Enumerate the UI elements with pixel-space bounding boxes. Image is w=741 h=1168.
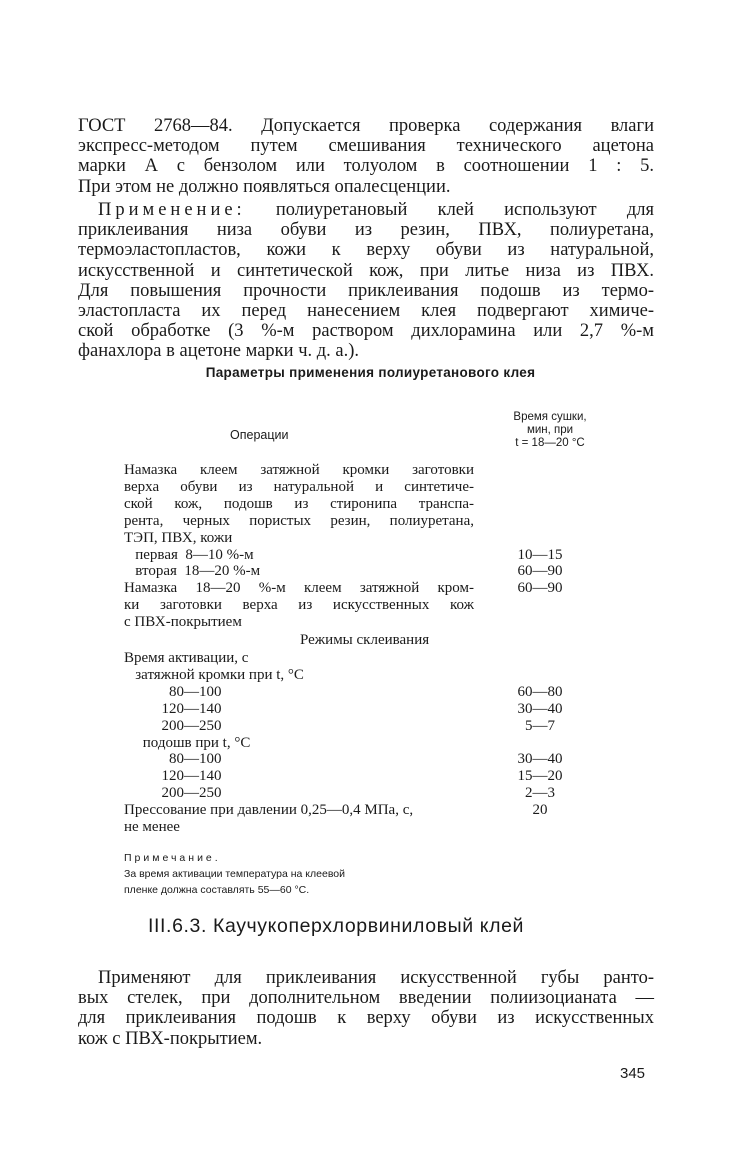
table-row-value: 2—3 [525, 785, 555, 802]
text-line [78, 200, 654, 220]
section-title: III.6.3. Каучукоперхлорвиниловый клей [148, 915, 525, 937]
text-line: кож с ПВХ-покрытием. [78, 1028, 263, 1049]
paragraph-application [78, 200, 654, 362]
table-row-value: 60—90 [517, 563, 563, 580]
text-line: фанахлора в ацетоне марки ч. д. а.). [78, 341, 360, 362]
text-line: приклеивания низа обуви из резин, ПВХ, полиуретана, [78, 220, 654, 241]
table-row-text: 200—250 [124, 785, 222, 802]
table-row-text: Намазка 18—20 %-м клеем затяжной кром- [124, 580, 474, 597]
table-header-time-line: Время сушки, [513, 411, 587, 423]
table-note [124, 850, 624, 898]
table-row-text: ТЭП, ПВХ, кожи [124, 529, 233, 546]
application-lead: Применение: [98, 200, 246, 220]
note-lead: Примечание. [124, 852, 221, 864]
text-line: термоэластопластов, кожи к верху обуви из натуральной, [78, 240, 654, 261]
table-row-text: не менее [124, 819, 180, 835]
table-row-text: подошв при t, °С [124, 734, 251, 751]
table-row-text: 80—100 [124, 751, 222, 768]
table-row-text: ской кож, подошв из стиронипа транспа- [124, 495, 474, 512]
application-rest: полиуретановый клей используют для [245, 200, 654, 220]
page-number: 345 [620, 1065, 646, 1082]
table-row-value: 30—40 [517, 751, 563, 768]
note-rest: За время активации температура на клеевой [124, 868, 345, 880]
table-header-time-line: t = 18—20 °С [515, 437, 585, 449]
table-row-text: вторая 18—20 %-м [124, 563, 261, 580]
text-line: Применяют для приклеивания искусственной губы ранто- [98, 968, 654, 988]
table-header-time-line: мин, при [526, 424, 574, 436]
text-line: ской обработке (3 %-м раствором дихлорамина или 2,7 %-м [78, 321, 654, 342]
table-subheading: Режимы склеивания [300, 632, 430, 648]
table-row-text: 120—140 [124, 700, 222, 717]
text-line: Для повышения прочности приклеивания подошв из термо- [78, 280, 654, 301]
table-row-value: 5—7 [525, 717, 555, 734]
paragraph-rubber-glue [78, 968, 654, 1049]
text-line: экспресс-методом путем смешивания технического ацетона [78, 136, 654, 157]
table-row-text: верха обуви из натуральной и синтетиче- [124, 478, 474, 495]
text-line: искусственной и синтетической кож, при литье низа из ПВХ. [78, 260, 654, 281]
table-row-value: 60—80 [517, 683, 563, 700]
table-row-value: 20 [532, 802, 548, 819]
text-line: эластопласта их перед нанесением клея подвергают химиче- [78, 301, 654, 322]
table-title: Параметры применения полиуретанового клея [205, 365, 536, 380]
table-row-text: рента, черных пористых резин, полиуретана, [124, 512, 474, 529]
text-line: ГОСТ 2768—84. Допускается проверка содержания влаги [78, 116, 654, 136]
table-row-value: 60—90 [517, 580, 563, 597]
paragraph-gost [78, 116, 654, 197]
table-row-text: с ПВХ-покрытием [124, 614, 242, 631]
table-row-text: первая 8—10 %-м [124, 546, 254, 563]
text-line: для приклеивания подошв к верху обуви из искусственных [78, 1008, 654, 1029]
table-row-value: 10—15 [517, 546, 563, 563]
note-line: пленке должна составлять 55—60 °С. [124, 884, 310, 896]
table-row-text: 80—100 [124, 683, 222, 700]
text-line: вых стелек, при дополнительном введении полиизоцианата — [78, 988, 654, 1009]
table-row-value: 30—40 [517, 700, 563, 717]
table-row-text: Прессование при давлении 0,25—0,4 МПа, с, [124, 802, 414, 819]
table-row-text: затяжной кромки при t, °С [124, 666, 304, 683]
table-row-text: 120—140 [124, 768, 222, 785]
table-row-text: 200—250 [124, 717, 222, 734]
table-header-time [484, 411, 616, 450]
table-row-value: 15—20 [517, 768, 563, 785]
note-line [124, 850, 624, 882]
table-row-text: Намазка клеем затяжной кромки заготовки [124, 462, 474, 478]
text-line: марки А с бензолом или толуолом в соотношении 1 : 5. [78, 156, 654, 177]
table-row-text: Время активации, с [124, 650, 249, 666]
table-row-text: ки заготовки верха из искусственных кож [124, 597, 474, 614]
text-line: При этом не должно появляться опалесценции. [78, 176, 451, 197]
table-header-operation: Операции [230, 428, 289, 442]
